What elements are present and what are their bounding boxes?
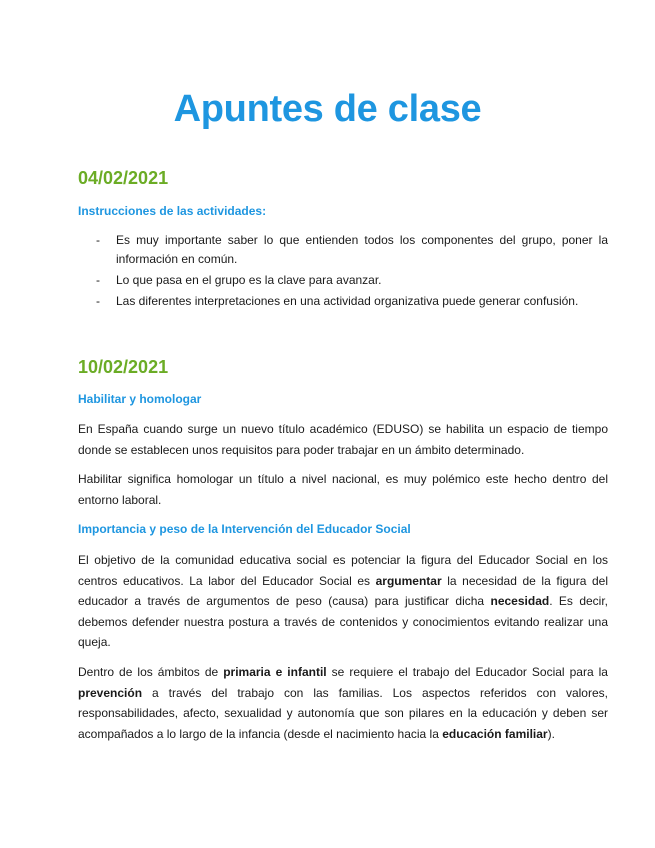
paragraph-habilitar-2: Habilitar significa homologar un título a nivel nacional, es muy polémico este hecho dentro del entorno laboral. [78, 472, 608, 507]
section-date-1: 04/02/2021 [78, 168, 169, 188]
section-heading-instrucciones: Instrucciones de las actividades: [78, 204, 267, 218]
bullet-dash: - [96, 233, 100, 247]
paragraph-habilitar-1: En España cuando surge un nuevo título académico (EDUSO) se habilita un espacio de tiempo donde se establecen unos requisitos para poder trabajar en un ámbito determinado. [78, 422, 608, 457]
paragraph-importancia-1: El objetivo de la comunidad educativa social es potenciar la figura del Educador Social en los centros educativos. La labor del Educador Social es argumentar la necesidad de la figura del educador a través de argumentos de peso (causa) para justificar dicha necesidad. Es decir, debemos defender nuestra postura a través de contenidos y conocimientos evitando realizar una queja. [78, 553, 609, 649]
instructions-list [78, 231, 608, 313]
list-item: - Las diferentes interpretaciones en una actividad organizativa puede generar confusión. [78, 292, 608, 311]
section-date-2: 10/02/2021 [78, 357, 169, 377]
list-item: - Lo que pasa en el grupo es la clave para avanzar. [78, 271, 608, 290]
page-title: Apuntes de clase [173, 88, 482, 130]
section-heading-importancia: Importancia y peso de la Intervención del Educador Social [78, 522, 411, 536]
paragraph-importancia-2: Dentro de los ámbitos de primaria e infantil se requiere el trabajo del Educador Social para la prevención a través del trabajo con las familias. Los aspectos referidos con valores, responsabilidades, afecto, sexualidad y autonomía que son pilares en la educación y deben ser acompañados a lo largo de la infancia (desde el nacimiento hacia la educación familiar). [78, 665, 608, 741]
bullet-dash: - [96, 273, 100, 287]
list-item: - Es muy importante saber lo que entienden todos los componentes del grupo, poner la información en común. [96, 233, 608, 266]
bullet-dash: - [96, 294, 100, 308]
section-heading-habilitar: Habilitar y homologar [78, 392, 202, 406]
